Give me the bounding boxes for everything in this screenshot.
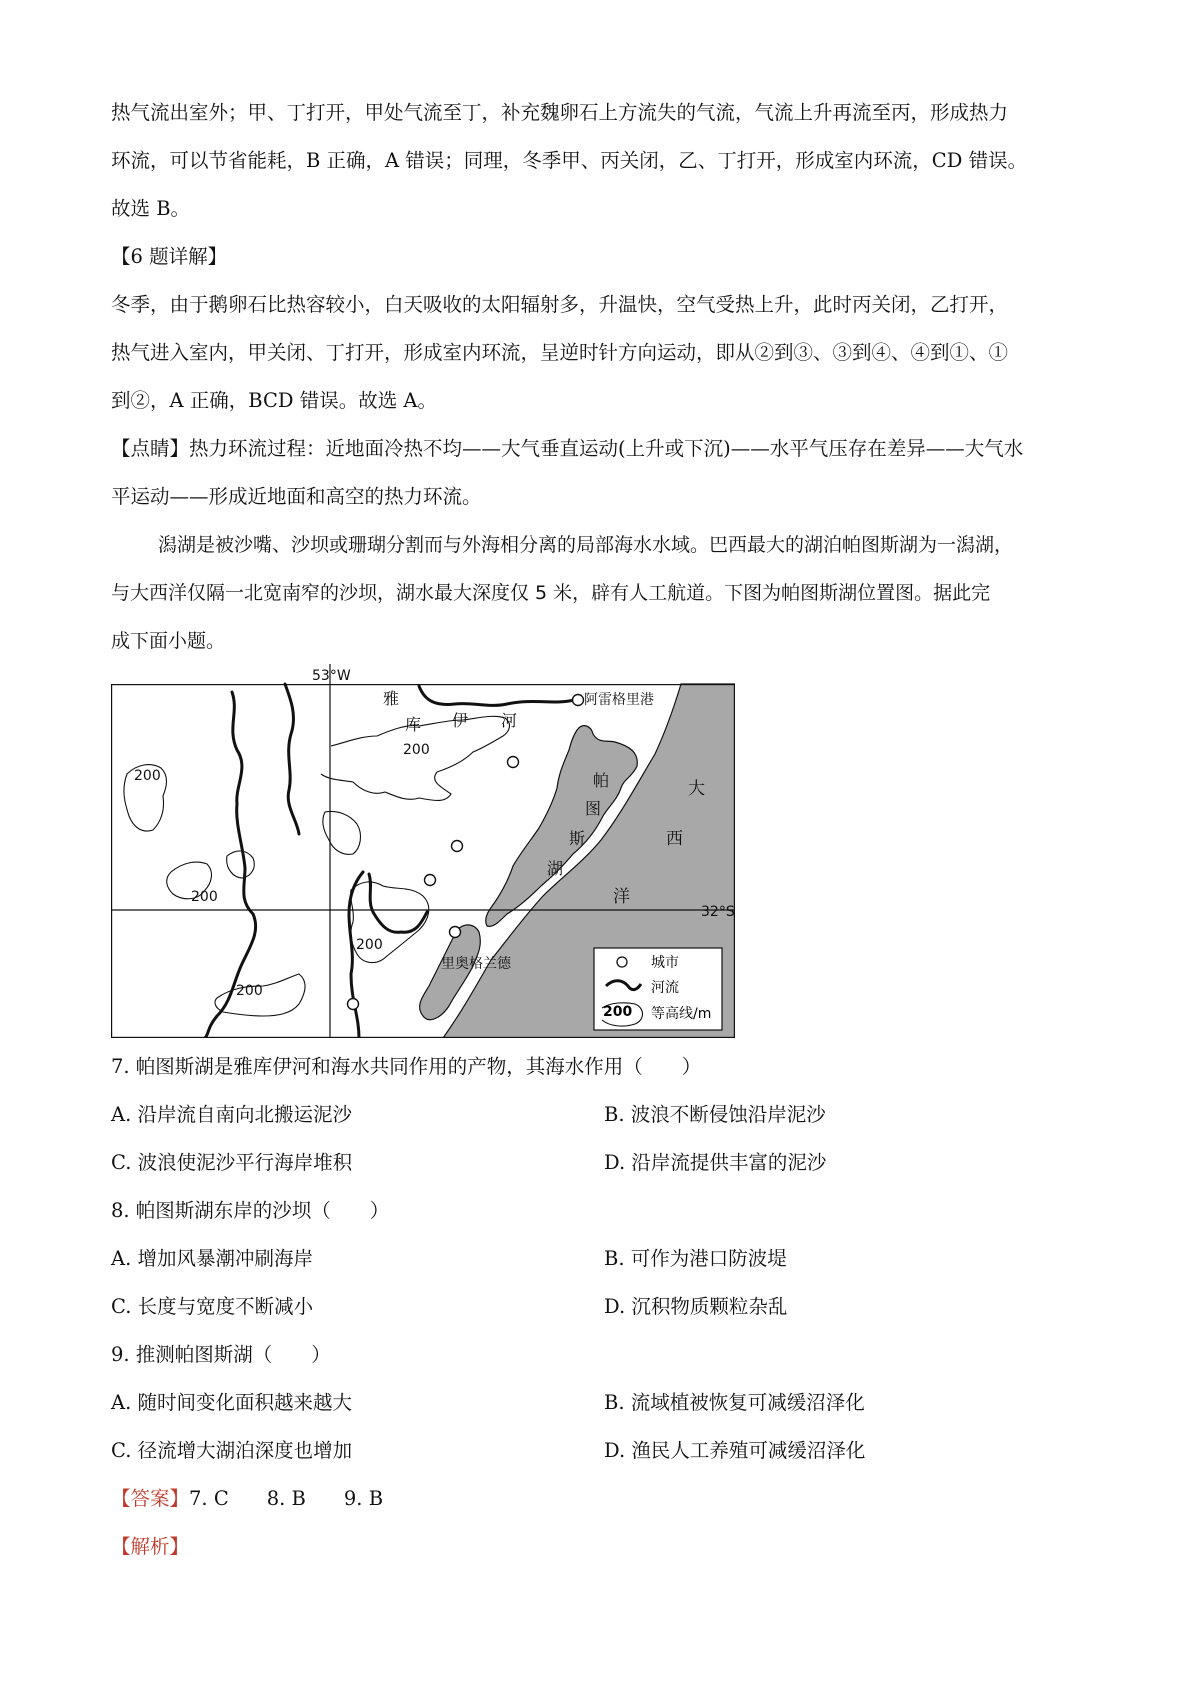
material-line-2: 与大西洋仅隔一北宽南窄的沙坝，湖水最大深度仅 5 米，辟有人工航道。下图为帕图斯湖位置图。据此完 (111, 582, 991, 604)
q7-stem: 7. 帕图斯湖是雅库伊河和海水共同作用的产物，其海水作用（ ） (111, 1055, 702, 1078)
lake-char-1: 帕 (593, 771, 610, 790)
lake-char-2: 图 (585, 799, 602, 818)
answer-line (111, 1485, 383, 1513)
city-label-rio-grande: 里奥格兰德 (441, 956, 511, 972)
ocean-char-1: 大 (688, 779, 705, 799)
contour-label-5: 200 (236, 983, 263, 999)
river-char-3: 伊 (452, 711, 469, 730)
q6-heading: 【6 题详解】 (111, 245, 228, 268)
contour-label-1: 200 (403, 742, 430, 758)
material-line-1: 潟湖是被沙嘴、沙坝或珊瑚分割而与外海相分离的局部海水水域。巴西最大的湖泊帕图斯湖为一潟湖， (158, 534, 1014, 556)
answer-item-9: 9. B (343, 1487, 384, 1510)
legend-contour-value: 200 (603, 1004, 633, 1020)
longitude-label: 53°W (312, 668, 351, 684)
legend-river-label: 河流 (651, 980, 679, 996)
lake-char-4: 湖 (547, 859, 564, 878)
q7-option-c: C. 波浪使泥沙平行海岸堆积 (111, 1151, 353, 1174)
q8-option-d: D. 沉积物质颗粒杂乱 (604, 1295, 788, 1318)
answer-label: 【答案】 (111, 1487, 190, 1510)
contour-label-2: 200 (134, 768, 161, 784)
q8-stem: 8. 帕图斯湖东岸的沙坝（ ） (111, 1199, 390, 1222)
q6-line-3: 到②，A 正确，BCD 错误。故选 A。 (111, 389, 438, 412)
answer-item-7: 7. C (189, 1487, 229, 1510)
material-line-3: 成下面小题。 (111, 630, 226, 652)
dianjing-line-2: 平运动——形成近地面和高空的热力环流。 (111, 485, 482, 508)
contour-label-3: 200 (191, 889, 218, 905)
q9-option-a: A. 随时间变化面积越来越大 (111, 1391, 352, 1414)
legend-contour-label: 等高线/m (651, 1006, 712, 1022)
answer-item-8: 8. B (266, 1487, 306, 1510)
ocean-char-2: 西 (666, 829, 683, 849)
map-legend (594, 948, 722, 1030)
intro-line-2: 环流，可以节省能耗，B 正确，A 错误；同理，冬季甲、丙关闭，乙、丁打开，形成室内环流，CD 错误。 (111, 149, 1028, 172)
river-char-1: 雅 (383, 689, 400, 708)
latitude-label: 32°S (701, 904, 735, 920)
contour-label-4: 200 (356, 937, 383, 953)
analysis-label: 【解析】 (111, 1535, 190, 1558)
q8-option-b: B. 可作为港口防波堤 (604, 1247, 787, 1270)
q6-line-1: 冬季，由于鹅卵石比热容较小，白天吸收的太阳辐射多，升温快，空气受热上升，此时丙关闭，乙打开， (111, 293, 1009, 316)
q7-option-a: A. 沿岸流自南向北搬运泥沙 (111, 1103, 352, 1126)
intro-line-3: 故选 B。 (111, 197, 191, 220)
intro-line-1: 热气流出室外；甲、丁打开，甲处气流至丁，补充魏卵石上方流失的气流，气流上升再流至丙，形成热力 (111, 101, 1009, 124)
q9-option-c: C. 径流增大湖泊深度也增加 (111, 1439, 353, 1462)
q9-option-b: B. 流域植被恢复可减缓沼泽化 (604, 1391, 865, 1414)
river-char-4: 河 (501, 711, 518, 730)
q6-line-2: 热气进入室内，甲关闭、丁打开，形成室内环流，呈逆时针方向运动，即从②到③、③到④、④到①、① (111, 341, 1009, 364)
q9-option-d: D. 渔民人工养殖可减缓沼泽化 (604, 1439, 866, 1462)
river-char-2: 库 (405, 715, 422, 734)
ocean-char-3: 洋 (613, 887, 630, 907)
dianjing-line-1: 【点睛】热力环流过程：近地面冷热不均——大气垂直运动(上升或下沉)——水平气压存在差异——大气水 (111, 437, 1024, 460)
legend-city-label: 城市 (651, 955, 679, 971)
city-label-porto-alegre: 阿雷格里港 (584, 692, 654, 708)
q8-option-c: C. 长度与宽度不断减小 (111, 1295, 314, 1318)
q8-option-a: A. 增加风暴潮冲刷海岸 (111, 1247, 313, 1270)
q7-option-b: B. 波浪不断侵蚀沿岸泥沙 (604, 1103, 826, 1126)
q9-stem: 9. 推测帕图斯湖（ ） (111, 1343, 331, 1366)
lake-char-3: 斯 (569, 829, 586, 848)
patos-lagoon-map (111, 664, 735, 1038)
q7-option-d: D. 沿岸流提供丰富的泥沙 (604, 1151, 827, 1174)
